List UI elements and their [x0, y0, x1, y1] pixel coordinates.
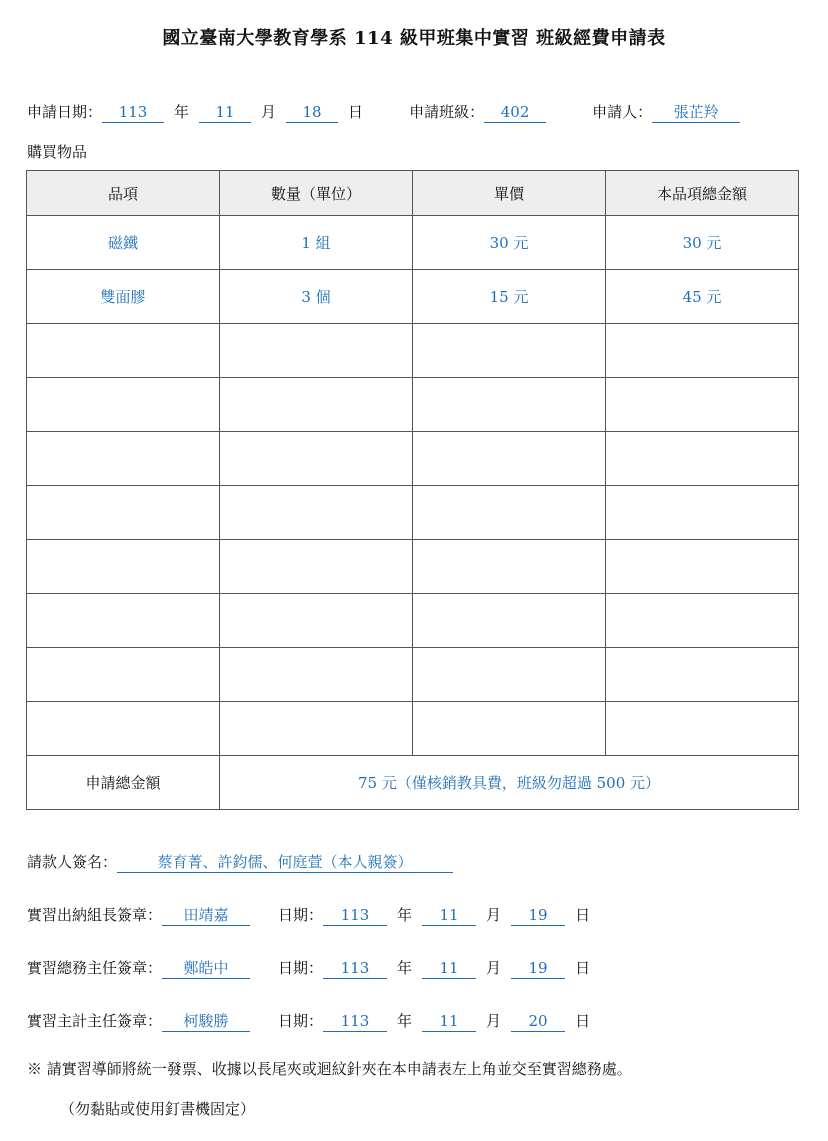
empty-cell[interactable]	[220, 486, 413, 540]
empty-table-row	[27, 648, 799, 702]
cashier-signature-line	[27, 903, 590, 927]
month-unit: 月	[486, 1012, 502, 1030]
item-name-cell[interactable]: 磁鐵	[27, 216, 220, 270]
form-title: 國立臺南大學教育學系 114 級甲班集中實習 班級經費申請表	[162, 28, 666, 49]
empty-cell[interactable]	[220, 594, 413, 648]
requester-signature-field[interactable]: 蔡育菁、許鈞儒、何庭萱（本人親簽）	[117, 852, 453, 873]
year-unit: 年	[174, 103, 190, 121]
month-unit: 月	[261, 103, 277, 121]
column-header-item-total: 本品項總金額	[606, 171, 799, 216]
day-unit: 日	[575, 1012, 591, 1030]
date-label: 日期：	[278, 1012, 324, 1030]
year-unit: 年	[397, 906, 413, 924]
empty-cell[interactable]	[606, 486, 799, 540]
empty-cell[interactable]	[220, 648, 413, 702]
empty-cell[interactable]	[27, 594, 220, 648]
empty-cell[interactable]	[413, 324, 606, 378]
item-total-cell[interactable]: 30 元	[606, 216, 799, 270]
empty-table-row	[27, 540, 799, 594]
requester-label: 請款人簽名：	[27, 853, 118, 871]
empty-cell[interactable]	[606, 378, 799, 432]
class-field[interactable]: 402	[484, 102, 546, 123]
empty-cell[interactable]	[27, 378, 220, 432]
accounting-label: 實習主計主任簽章：	[27, 1012, 163, 1030]
empty-table-row	[27, 432, 799, 486]
empty-table-row	[27, 486, 799, 540]
date-label: 日期：	[278, 906, 324, 924]
total-label-cell: 申請總金額	[27, 756, 220, 810]
table-header-row	[27, 171, 799, 216]
empty-cell[interactable]	[413, 486, 606, 540]
empty-cell[interactable]	[606, 540, 799, 594]
empty-cell[interactable]	[606, 324, 799, 378]
general-affairs-label: 實習總務主任簽章：	[27, 959, 163, 977]
quantity-cell[interactable]: 3 個	[220, 270, 413, 324]
column-header-unit-price: 單價	[413, 171, 606, 216]
cashier-day-field[interactable]: 19	[511, 905, 565, 926]
accounting-signature-line	[27, 1009, 590, 1033]
item-name-cell[interactable]: 雙面膠	[27, 270, 220, 324]
empty-cell[interactable]	[220, 702, 413, 756]
day-unit: 日	[575, 906, 591, 924]
empty-table-row	[27, 378, 799, 432]
year-unit: 年	[397, 959, 413, 977]
table-row	[27, 270, 799, 324]
column-header-item: 品項	[27, 171, 220, 216]
empty-table-row	[27, 702, 799, 756]
empty-cell[interactable]	[27, 540, 220, 594]
accounting-month-field[interactable]: 11	[422, 1011, 476, 1032]
header-info-line	[27, 100, 740, 124]
apply-month-field[interactable]: 11	[199, 102, 251, 123]
empty-cell[interactable]	[413, 540, 606, 594]
class-label: 申請班級：	[409, 103, 485, 121]
cashier-label: 實習出納組長簽章：	[27, 906, 163, 924]
empty-cell[interactable]	[220, 324, 413, 378]
empty-table-row	[27, 594, 799, 648]
empty-cell[interactable]	[413, 702, 606, 756]
empty-cell[interactable]	[220, 378, 413, 432]
general-affairs-year-field[interactable]: 113	[323, 958, 387, 979]
empty-cell[interactable]	[27, 702, 220, 756]
instruction-note-sub: （勿黏貼或使用釘書機固定）	[60, 1100, 256, 1118]
empty-cell[interactable]	[27, 648, 220, 702]
applicant-field[interactable]: 張芷羚	[652, 102, 740, 123]
day-unit: 日	[348, 103, 364, 121]
general-affairs-month-field[interactable]: 11	[422, 958, 476, 979]
unit-price-cell[interactable]: 15 元	[413, 270, 606, 324]
cashier-month-field[interactable]: 11	[422, 905, 476, 926]
instruction-note: ※ 請實習導師將統一發票、收據以長尾夾或迴紋針夾在本申請表左上角並交至實習總務處。	[27, 1060, 632, 1078]
accounting-year-field[interactable]: 113	[323, 1011, 387, 1032]
general-affairs-signature-field[interactable]: 鄭皓中	[162, 958, 250, 979]
table-row	[27, 216, 799, 270]
empty-cell[interactable]	[413, 594, 606, 648]
total-row	[27, 756, 799, 810]
empty-cell[interactable]	[27, 432, 220, 486]
total-value-cell[interactable]: 75 元（僅核銷教具費，班級勿超過 500 元）	[220, 756, 799, 810]
date-label: 申請日期：	[27, 103, 103, 121]
empty-cell[interactable]	[606, 648, 799, 702]
empty-cell[interactable]	[413, 432, 606, 486]
day-unit: 日	[575, 959, 591, 977]
general-affairs-day-field[interactable]: 19	[511, 958, 565, 979]
unit-price-cell[interactable]: 30 元	[413, 216, 606, 270]
applicant-label: 申請人：	[592, 103, 653, 121]
quantity-cell[interactable]: 1 組	[220, 216, 413, 270]
column-header-quantity: 數量（單位）	[220, 171, 413, 216]
empty-cell[interactable]	[27, 486, 220, 540]
month-unit: 月	[486, 959, 502, 977]
empty-cell[interactable]	[220, 432, 413, 486]
empty-table-row	[27, 324, 799, 378]
cashier-year-field[interactable]: 113	[323, 905, 387, 926]
empty-cell[interactable]	[413, 378, 606, 432]
cashier-signature-field[interactable]: 田靖嘉	[162, 905, 250, 926]
apply-year-field[interactable]: 113	[102, 102, 164, 123]
month-unit: 月	[486, 906, 502, 924]
empty-cell[interactable]	[27, 324, 220, 378]
items-table	[26, 170, 799, 810]
empty-cell[interactable]	[606, 594, 799, 648]
apply-day-field[interactable]: 18	[286, 102, 338, 123]
empty-cell[interactable]	[413, 648, 606, 702]
empty-cell[interactable]	[606, 702, 799, 756]
item-total-cell[interactable]: 45 元	[606, 270, 799, 324]
empty-cell[interactable]	[606, 432, 799, 486]
empty-cell[interactable]	[220, 540, 413, 594]
accounting-day-field[interactable]: 20	[511, 1011, 565, 1032]
requester-signature-line	[27, 850, 453, 874]
general-affairs-signature-line	[27, 956, 590, 980]
year-unit: 年	[397, 1012, 413, 1030]
date-label: 日期：	[278, 959, 324, 977]
items-label: 購買物品	[27, 143, 88, 161]
accounting-signature-field[interactable]: 柯駿勝	[162, 1011, 250, 1032]
